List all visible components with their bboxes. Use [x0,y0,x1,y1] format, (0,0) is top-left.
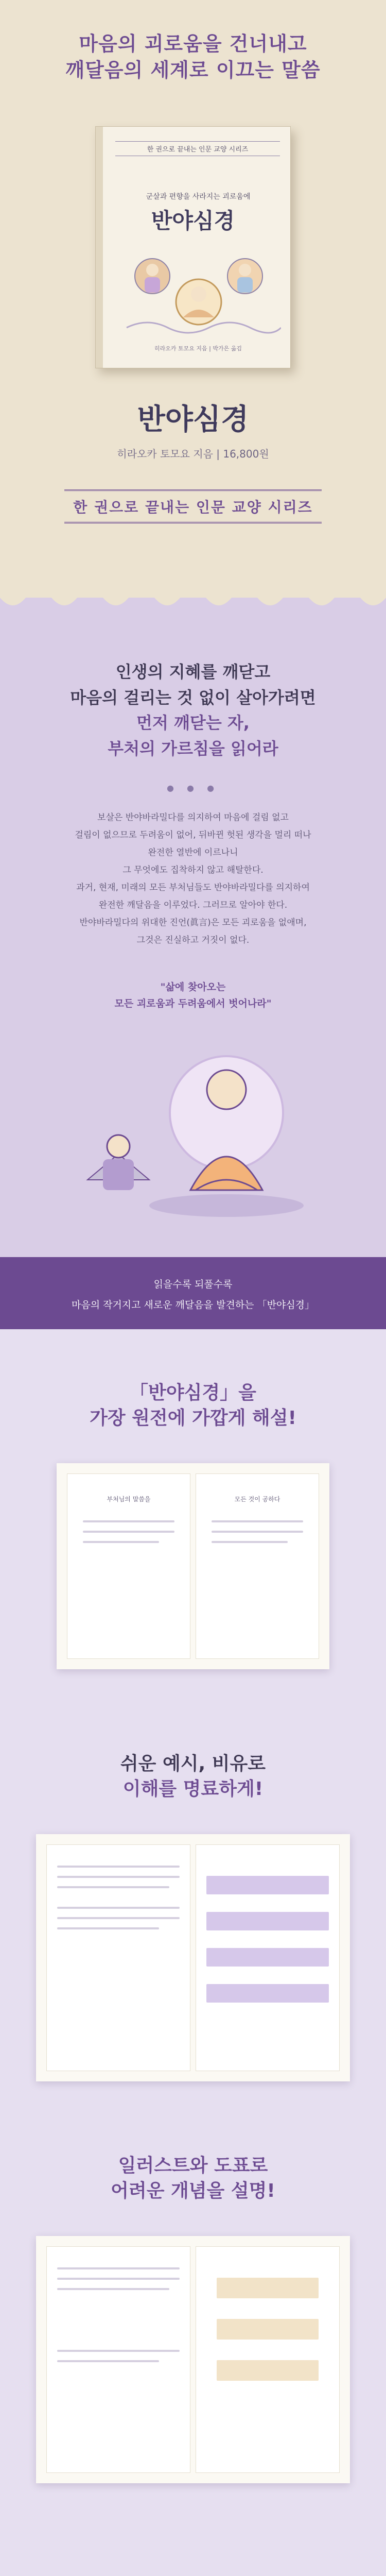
product-meta: 히라오카 토모요 지음 | 16,800원 [117,448,269,460]
feature-2-line-2: 이해를 명료하게! [122,1778,264,1800]
feature-1-heading [0,1381,386,1431]
banner-line-1: 읽을수록 되풀수록 [153,1279,233,1290]
hero-headline-1: 마음의 괴로움을 건너내고 [79,32,307,55]
banner-line-2: 마음의 작거지고 새로운 깨달음을 발견하는 「반야심경」 [72,1299,314,1311]
book-series-tag: 한 권으로 끝내는 인문 교양 시리즈 [115,141,280,156]
cloud-border-decoration [0,582,386,623]
banner-section [0,1257,386,1329]
page-2-title: 모든 것이 공하다 [234,1496,280,1503]
series-banner: 한 권으로 끝내는 인문 교양 시리즈 [64,489,322,523]
features-section [0,1329,386,2576]
intro-para-line: 보살은 반야바라밀다를 의지하여 마음에 걸림 없고 [97,812,289,823]
intro-para-line: 완전한 깨달음을 이루었다. 그러므로 알아야 한다. [98,900,288,910]
intro-closing-2: 모든 괴로움과 두려움에서 벗어나라" [114,998,272,1010]
intro-quote-1: 인생의 지혜를 깨닫고 [115,662,271,682]
feature-3-card [36,2236,350,2483]
hero-section [0,0,386,582]
feature-1-line-2: 가장 원전에 가깝게 해설! [90,1407,296,1429]
feature-1-card [57,1463,329,1669]
intro-quote-4: 부처의 가르침을 읽어라 [108,738,278,758]
intro-para-line: 그것은 진실하고 거짓이 없다. [136,935,250,945]
intro-quote [0,659,386,761]
intro-section [0,582,386,1257]
product-name: 반야심경 [137,402,249,436]
intro-para-line: 그 무엇에도 집착하지 않고 해탈한다. [122,865,264,875]
book-title: 반야심경 [151,208,235,233]
intro-para-line: 반야바라밀다의 위대한 진언(眞言)은 모든 괴로움을 없애며, [79,918,307,928]
feature-2-card [36,1834,350,2081]
hero-headline-2: 깨달음의 세계로 이끄는 말씀 [65,59,321,82]
feature-2-heading [0,1752,386,1802]
book-cover [95,126,291,368]
feature-2-line-1: 쉬운 예시, 비유로 [120,1753,266,1774]
buddha-illustration [72,1036,314,1221]
page-1-title: 부처님의 말씀을 [107,1496,151,1503]
intro-closing [0,979,386,1012]
feature-3-line-2: 어려운 개념을 설명! [111,2180,275,2201]
intro-closing-1: "삶에 찾아오는 [160,981,226,993]
intro-para-line: 완전한 열반에 이르나니 [148,848,238,858]
intro-para-line: 과거, 현재, 미래의 모든 부처님들도 반야바라밀다를 의지하여 [76,883,310,893]
feature-1-line-1: 「반야심경」을 [130,1382,256,1403]
separator-dots: ● ● ● [166,783,220,793]
feature-3-line-1: 일러스트와 도표로 [118,2155,268,2176]
intro-paragraph [57,809,329,949]
intro-quote-2: 마음의 걸리는 것 없이 살아가려면 [70,687,316,707]
book-subtitle: 군살과 편향을 사라지는 괴로움에 [146,193,251,201]
lotus-decoration [10,2550,376,2576]
book-cover-illustration [116,245,281,338]
book-author-line: 히라오카 토모요 지음 | 박가은 옮김 [154,345,242,352]
feature-3-heading [0,2154,386,2204]
intro-para-line: 걸림이 없으므로 두려움이 없어, 뒤바뀐 헛된 생각을 멀리 떠나 [75,830,311,840]
intro-quote-3: 먼저 깨닫는 자, [136,713,250,733]
